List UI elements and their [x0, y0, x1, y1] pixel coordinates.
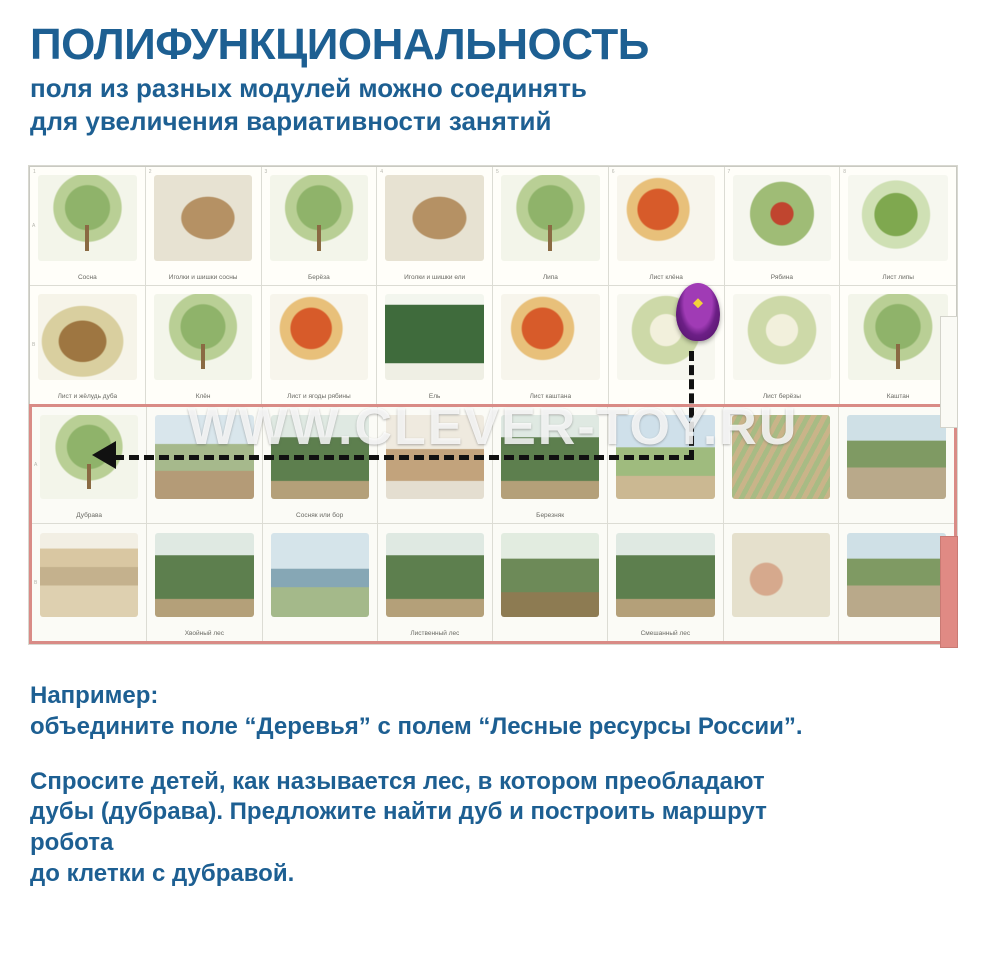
cell-illustration [146, 167, 261, 269]
board-cell[interactable] [493, 167, 609, 286]
board-cell[interactable] [608, 407, 723, 525]
board-illustration [28, 165, 958, 645]
cell-label: Смешанный лес [640, 630, 691, 638]
cell-illustration [609, 167, 724, 269]
cell-illustration [840, 286, 956, 388]
cell-illustration [147, 407, 261, 508]
cell-illustration [493, 167, 608, 269]
footer-text [30, 681, 960, 889]
board-cell[interactable] [839, 524, 954, 641]
page-subtitle-line1: поля из разных модулей можно соединять [30, 73, 587, 104]
board-cell[interactable] [493, 286, 609, 404]
cell-illustration [147, 524, 261, 625]
task-line-3: робота [30, 829, 114, 857]
panel-forest-resources [29, 404, 957, 645]
cell-illustration [493, 286, 608, 388]
cell-index: 8 [843, 169, 847, 176]
board-cell[interactable] [724, 407, 839, 525]
board-cell[interactable] [839, 407, 954, 525]
board-cell[interactable] [263, 524, 378, 641]
row-index: A [34, 462, 38, 469]
cell-label: Лист и ягоды рябины [287, 392, 351, 400]
board-cell-oak-grove[interactable] [32, 407, 147, 525]
example-text: объедините поле “Деревья” с полем “Лесные ресурсы России”. [30, 712, 803, 740]
cell-label: Каштан [886, 392, 910, 400]
board-cell[interactable] [377, 167, 493, 286]
cell-index: 2 [148, 169, 152, 176]
cell-label: Лист берёзы [762, 392, 801, 400]
cell-label: Лист липы [882, 273, 914, 281]
cell-illustration [608, 524, 722, 625]
row-index: B [34, 579, 38, 586]
cell-illustration [839, 524, 954, 625]
cell-illustration [263, 524, 377, 625]
watermark-text: WWW.CLEVER-TOY.RU [187, 398, 799, 457]
board-cell[interactable] [30, 167, 146, 286]
board-cell[interactable] [32, 524, 147, 641]
cell-illustration [725, 286, 840, 388]
cell-label: Дубрава [76, 512, 103, 520]
cell-illustration [725, 167, 840, 269]
cell-label: Липа [542, 273, 558, 281]
robot-token[interactable] [676, 283, 720, 341]
cell-label: Рябина [770, 273, 793, 281]
board-cell[interactable] [262, 286, 378, 404]
cell-illustration [493, 407, 607, 508]
cell-index: 6 [611, 169, 615, 176]
cell-illustration [263, 407, 377, 508]
cell-label: Сосняк или бор [296, 512, 344, 520]
cell-index: 5 [496, 169, 499, 176]
board-cell[interactable] [263, 407, 378, 525]
task-line-1: Спросите детей, как называется лес, в котором преобладают [30, 767, 765, 795]
cell-illustration [377, 286, 492, 388]
example-label: Например: [30, 682, 159, 710]
board-cell[interactable] [493, 407, 608, 525]
board-cell[interactable] [840, 167, 956, 286]
cell-label: Иголки и шишки сосны [168, 273, 238, 281]
cell-label: Лист клёна [649, 273, 683, 281]
board-side-tab [940, 316, 958, 428]
cell-illustration [377, 167, 492, 269]
cell-illustration [839, 407, 954, 508]
board-cell[interactable] [724, 524, 839, 641]
cell-label: Лиственный лес [410, 630, 460, 638]
row-index: B [32, 341, 36, 348]
board-cell[interactable] [147, 524, 262, 641]
board-cell[interactable] [493, 524, 608, 641]
board-side-tab-accent [940, 536, 958, 648]
page-title: ПОЛИФУНКЦИОНАЛЬНОСТЬ [30, 20, 649, 69]
cell-illustration [30, 167, 145, 269]
board-cell[interactable] [30, 286, 146, 404]
cell-illustration [32, 407, 146, 508]
cell-index: 4 [380, 169, 384, 176]
cell-illustration [32, 524, 146, 625]
board-cell[interactable] [609, 167, 725, 286]
cell-label: Хвойный лес [184, 630, 225, 638]
cell-label: Иголки и шишки ели [404, 273, 466, 281]
cell-illustration [493, 524, 607, 625]
board-cell[interactable] [725, 167, 841, 286]
cell-index: 7 [727, 169, 731, 176]
cell-illustration [724, 524, 838, 625]
cell-label: Клён [195, 392, 211, 400]
board-cell[interactable] [608, 524, 723, 641]
board-cell[interactable] [146, 286, 262, 404]
board-cell[interactable] [840, 286, 956, 404]
board-cell[interactable] [147, 407, 262, 525]
board-cell[interactable] [725, 286, 841, 404]
task-line-4: до клетки с дубравой. [30, 859, 295, 887]
board-cell[interactable] [377, 286, 493, 404]
cell-label: Лист каштана [529, 392, 572, 400]
board-cell[interactable] [146, 167, 262, 286]
cell-index: 3 [264, 169, 268, 176]
cell-illustration [262, 167, 377, 269]
cell-illustration [146, 286, 261, 388]
row-index: A [32, 223, 36, 230]
cell-label: Ель [428, 392, 441, 400]
cell-illustration [30, 286, 145, 388]
panel-trees [29, 166, 957, 404]
task-line-2: дубы (дубрава). Предложите найти дуб и построить маршрут [30, 798, 767, 826]
page-header [0, 0, 996, 137]
board-cell[interactable] [378, 407, 493, 525]
cell-label: Берёза [308, 273, 330, 281]
cell-label: Сосна [77, 273, 97, 281]
board-panels [28, 165, 958, 645]
cell-illustration [378, 524, 492, 625]
cell-label: Березняк [536, 512, 565, 520]
page-subtitle-line2: для увеличения вариативности занятий [30, 105, 552, 136]
cell-illustration [608, 407, 722, 508]
cell-illustration [262, 286, 377, 388]
cell-illustration [840, 167, 956, 269]
cell-illustration [378, 407, 492, 508]
board-cell[interactable] [378, 524, 493, 641]
cell-illustration [724, 407, 838, 508]
cell-index: 1 [33, 169, 36, 176]
board-cell[interactable] [262, 167, 378, 286]
cell-label: Лист и жёлудь дуба [57, 392, 118, 400]
